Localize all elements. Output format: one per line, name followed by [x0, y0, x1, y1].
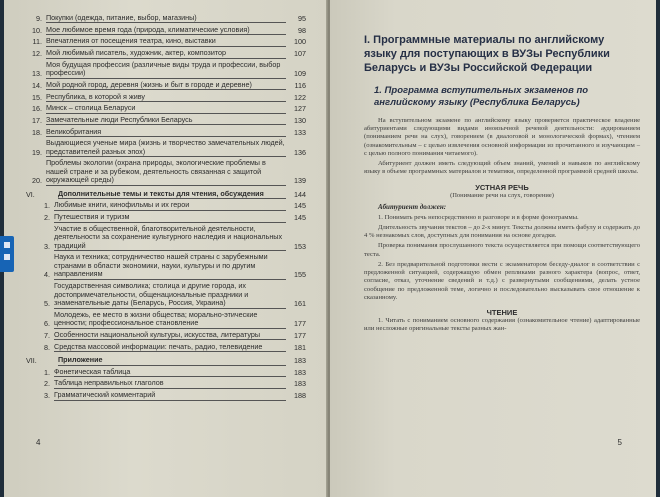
toc-number: 10.	[32, 25, 42, 35]
toc-row	[18, 139, 306, 157]
toc-page: 161	[294, 299, 306, 309]
toc-number: 3.	[44, 241, 50, 251]
paragraph: 1. Понимать речь непосредственно в разговоре и в форме фонограммы.	[378, 213, 579, 221]
section-heading-oral: УСТНАЯ РЕЧЬ	[475, 182, 529, 192]
toc-page: 155	[294, 270, 306, 280]
toc-row	[18, 104, 306, 113]
requirements-label: Абитуриент должен:	[378, 202, 447, 211]
toc-row	[18, 201, 306, 210]
toc-page: 139	[294, 176, 306, 186]
paragraph: Проверка понимания прослушанного текста осуществляется при помощи соответствующего теста.	[364, 242, 640, 258]
toc-title: Мое любимое время года (природа, климатические условия)	[46, 26, 286, 35]
toc-title: Таблица неправильных глаголов	[54, 379, 286, 388]
toc-row	[18, 225, 306, 251]
toc-page: 188	[294, 391, 306, 401]
paragraph: Длительность звучания текстов – до 2-х минут. Тексты должны иметь фабулу и содержать до 4 % незнакомых слов, доступных для понимания на основе догадки.	[364, 223, 640, 240]
section-heading-reading: ЧТЕНИЕ	[486, 307, 518, 317]
toc-title: Особенности национальной культуры, искусства, литературы	[54, 331, 286, 340]
toc-title: Приложение	[58, 356, 286, 365]
toc-number: VI.	[26, 189, 35, 199]
toc-row	[18, 61, 306, 79]
toc-number: 6.	[44, 319, 50, 329]
toc-page: 145	[294, 213, 306, 223]
toc-page: 177	[294, 330, 306, 340]
toc-page: 98	[298, 25, 306, 35]
toc-number: 18.	[32, 127, 42, 137]
page-number-left: 4	[36, 438, 41, 447]
toc-row	[18, 37, 306, 46]
toc-number: 13.	[32, 69, 42, 79]
toc-title: Покупки (одежда, питание, выбор, магазины)	[46, 14, 286, 23]
toc-number: 3.	[44, 391, 50, 401]
toc-row	[18, 331, 306, 340]
toc-number: 4.	[44, 270, 50, 280]
sub-heading: 1. Программа вступительных экзаменов по английскому языку (Республика Беларусь)	[374, 85, 589, 109]
toc-page: 122	[294, 92, 306, 102]
toc-page: 181	[294, 342, 306, 352]
toc-title: Грамматический комментарий	[54, 391, 286, 400]
toc-title: Мой родной город, деревня (жизнь и быт в городе и деревне)	[46, 81, 286, 90]
toc-title: Минск – столица Беларуси	[46, 104, 286, 113]
toc-number: 15.	[32, 92, 42, 102]
toc-title: Замечательные люди Республики Беларусь	[46, 116, 286, 125]
toc-title: Путешествия и туризм	[54, 213, 286, 222]
toc-page: 130	[294, 115, 306, 125]
toc-page: 183	[294, 356, 306, 366]
toc-number: 2.	[44, 379, 50, 389]
toc-number: 11.	[32, 37, 42, 47]
toc-row	[18, 391, 306, 400]
toc-page: 95	[298, 14, 306, 23]
toc-row	[18, 81, 306, 90]
toc-number: 12.	[32, 49, 42, 59]
toc-title: Моя будущая профессия (различные виды труда и профессии, выбор профессии)	[46, 61, 286, 79]
toc-title: Средства массовой информации: печать, радио, телевидение	[54, 343, 286, 352]
toc-title: Впечатления от посещения театра, кино, выставки	[46, 37, 286, 46]
toc-row	[18, 26, 306, 35]
right-page	[330, 0, 656, 497]
toc-number: 20.	[32, 176, 42, 186]
toc-title: Наука и техника; сотрудничество нашей страны с зарубежными странами в области экономики, науки, культуры и по другим направлениям	[54, 253, 286, 279]
toc-title: Великобритания	[46, 128, 286, 137]
toc-number: 9.	[36, 14, 42, 23]
toc-page: 136	[294, 147, 306, 157]
toc-row	[18, 159, 306, 185]
toc-row	[18, 93, 306, 102]
toc-number: 1.	[44, 367, 50, 377]
toc-number: 16.	[32, 104, 42, 114]
toc-title: Любимые книги, кинофильмы и их герои	[54, 201, 286, 210]
toc-page: 127	[294, 104, 306, 114]
toc-row	[18, 343, 306, 352]
toc-title: Проблемы экологии (охрана природы, экологические проблемы в нашей стране и за рубежом, деятельность связанная с защитой окружающей среды)	[46, 159, 286, 185]
toc-section-row	[18, 190, 306, 199]
toc-title: Выдающиеся ученые мира (жизнь и творчество замечательных людей, представителей разных эпох)	[46, 138, 285, 156]
toc-row	[18, 128, 306, 137]
toc-row	[18, 282, 306, 308]
toc-page: 107	[294, 49, 306, 59]
toc-page: 116	[294, 80, 306, 90]
toc-row	[18, 253, 306, 279]
toc-page: 144	[294, 189, 306, 199]
paragraph: 1. Читать с пониманием основного содержания (ознакомительное чтение) адаптированные или несложные оригинальные тексты разных жан-	[364, 316, 640, 333]
toc-title: Молодежь, ее место в жизни общества; морально-этические ценности; профессиональное становление	[54, 311, 286, 329]
toc-number: 2.	[44, 213, 50, 223]
toc-page: 183	[294, 367, 306, 377]
toc-row	[18, 14, 306, 23]
toc-row	[18, 116, 306, 125]
toc-page: 145	[294, 201, 306, 211]
toc-title: Государственная символика; столица и другие города, их достопримечательности, общенациональные праздники и знаменательные даты (Беларусь, Россия, Украина)	[54, 282, 286, 308]
toc-title: Дополнительные темы и тексты для чтения, обсуждения	[58, 190, 286, 199]
main-heading: I. Программные материалы по английскому языку для поступающих в ВУЗы Республики Беларусь и ВУЗы Российской Федерации	[364, 34, 610, 74]
toc-number: 1.	[44, 201, 50, 211]
toc-page: 183	[294, 379, 306, 389]
toc-title: Республика, в которой я живу	[46, 93, 286, 102]
toc-page: 177	[294, 319, 306, 329]
page-number-right: 5	[617, 438, 622, 447]
toc-row	[18, 379, 306, 388]
paragraph: На вступительном экзамене по английскому языку проверяется практическое владение абитуриентами следующими видами иноязычной речевой деятельности: аудированием (пониманием речи на слух), говорением (в диалоговой и монологической формах), чтением (ознакомительным – с целью извлечения основной информации из прочитанного и изучающим – с целью полного понимания читаемого).	[364, 117, 640, 157]
toc-row	[18, 368, 306, 377]
toc-page: 133	[294, 127, 306, 137]
toc-row	[18, 213, 306, 222]
toc-page: 100	[294, 37, 306, 47]
toc-number: 17.	[32, 115, 42, 125]
toc-number: 7.	[44, 330, 50, 340]
toc-number: 8.	[44, 342, 50, 352]
left-page	[4, 0, 328, 497]
toc-number: VII.	[26, 356, 37, 366]
toc-title: Фонетическая таблица	[54, 368, 286, 377]
toc-row	[18, 311, 306, 329]
toc-number: 19.	[32, 147, 42, 157]
toc-page: 109	[294, 69, 306, 79]
toc-number: 5.	[44, 299, 50, 309]
toc-section-row	[18, 356, 306, 365]
toc-row	[18, 49, 306, 58]
toc-number: 14.	[32, 80, 42, 90]
paragraph: Абитуриент должен иметь следующий объем знаний, умений и навыков по английскому языку в объеме программных материалов и тематики, определенной программой средней школы.	[364, 160, 640, 176]
toc-title: Участие в общественной, благотворительной деятельности, деятельности за сохранение культурного наследия и национальных традиций	[54, 225, 286, 251]
paragraph: 2. Без предварительной подготовки вести с экзаменатором беседу-диалог в соответствии с предложенной ситуацией, содержащую обмен репликами разного характера (вопрос, ответ, согласие, отказ, уточнение сведений и т.д.) с развернутыми сообщениями, делать устное сообщение по предложенной теме, логично и последовательно высказывать свое отношение к сказанному.	[364, 260, 640, 301]
toc-title: Мой любимый писатель, художник, актер, композитор	[46, 49, 286, 58]
section-subheading-oral: (Понимание речи на слух, говорение)	[450, 191, 554, 199]
blue-bookmark-tab	[0, 236, 14, 272]
toc-page: 153	[294, 241, 306, 251]
table-of-contents	[18, 14, 306, 403]
